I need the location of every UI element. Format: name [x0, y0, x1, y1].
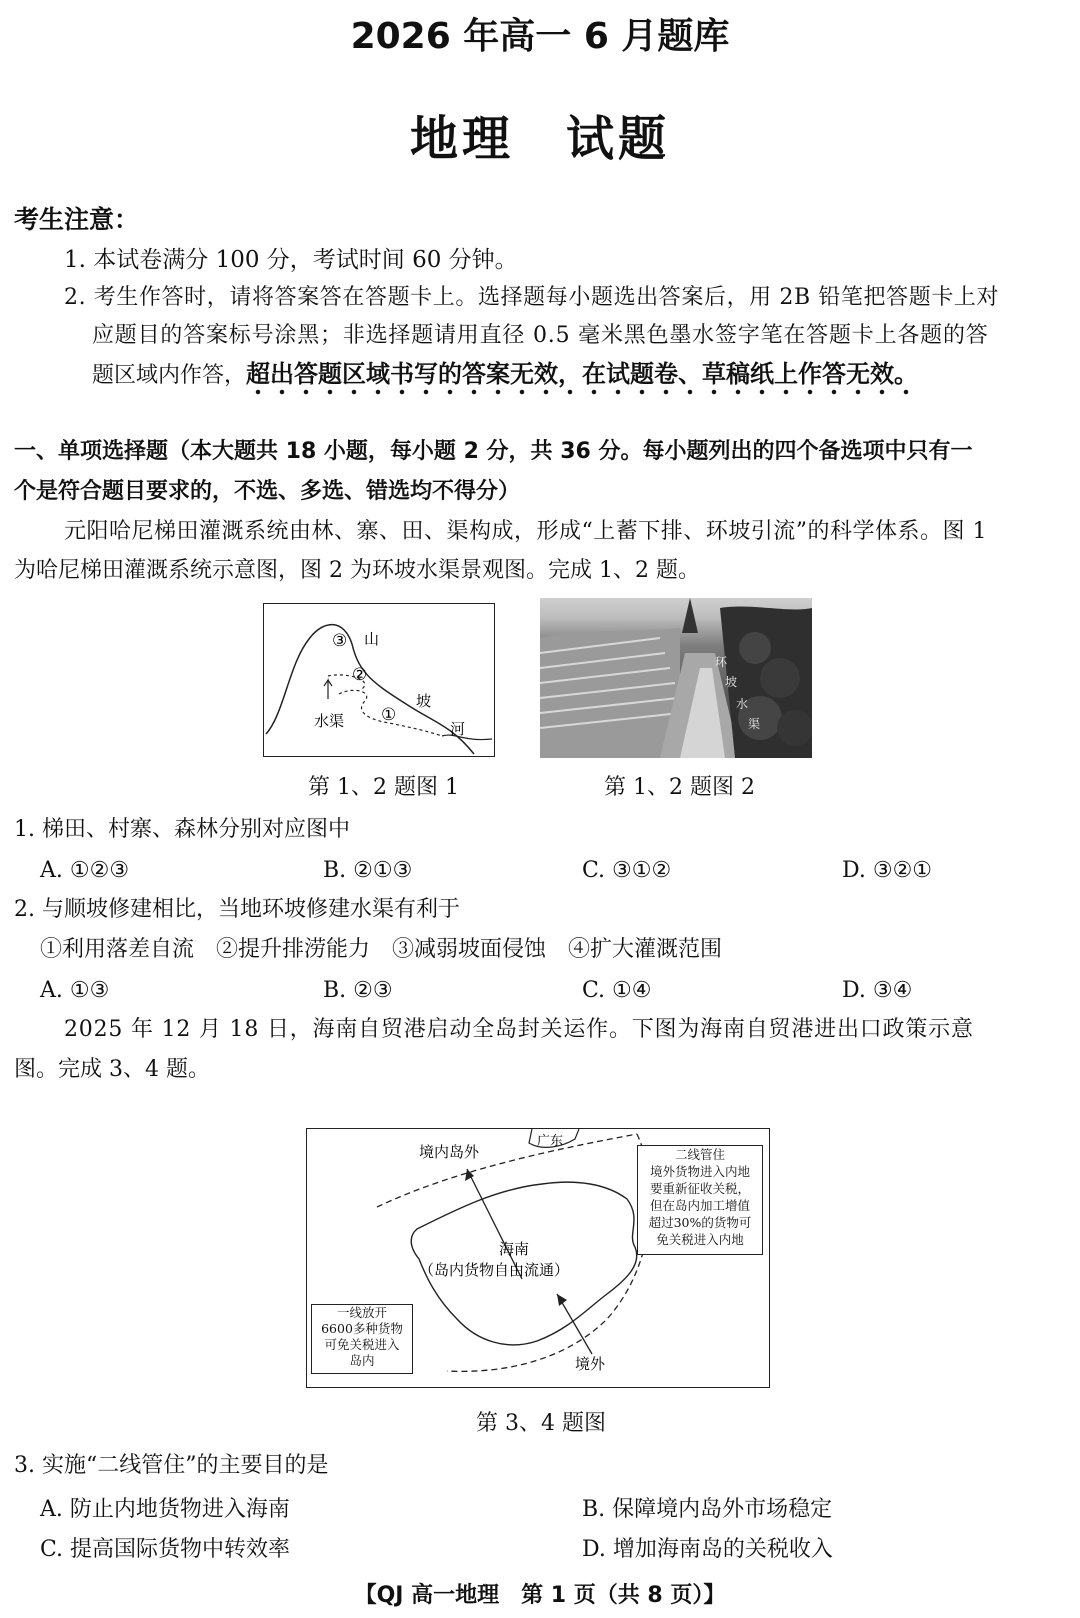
photo-label-4: 渠: [748, 717, 761, 731]
notice-item-2-line2: 应题目的答案标号涂黑；非选择题请用直径 0.5 毫米黑色墨水签字笔在答题卡上各题的答: [92, 323, 989, 348]
q1-option-c: C. ③①②: [582, 858, 672, 883]
label-inland-outside-island: 境内岛外: [419, 1143, 480, 1161]
canal-photo-svg: [540, 598, 812, 758]
notice-item-2-line1: 2. 考生作答时，请将答案答在答题卡上。选择题每小题选出答案后，用 2B 铅笔把答题卡上对: [64, 285, 1000, 310]
notice-heading: 考生注意：: [14, 205, 140, 234]
notice-item-2-line3-normal: 题区域内作答，: [92, 363, 247, 388]
figure-1-caption: 第 1、2 题图 1: [308, 775, 459, 800]
canal-arrow: [324, 680, 332, 699]
q3-option-d: D. 增加海南岛的关税收入: [582, 1537, 833, 1562]
label-c1: ①: [381, 705, 397, 725]
notice-item-1: 1. 本试卷满分 100 分，考试时间 60 分钟。: [64, 247, 518, 273]
label-shan: 山: [364, 630, 380, 648]
q3-option-a: A. 防止内地货物进入海南: [40, 1497, 290, 1522]
second-line-text-3: 但在岛内加工增值: [649, 1198, 750, 1213]
photo-label-2: 坡: [725, 675, 738, 689]
first-line-box: [311, 1304, 413, 1374]
q3-option-c: C. 提高国际货物中转效率: [40, 1537, 291, 1562]
photo-label-1: 环: [715, 655, 728, 669]
question-1-stem: 1. 梯田、村寨、森林分别对应图中: [14, 817, 350, 842]
label-hainan-free-flow: （岛内货物自由流通）: [419, 1261, 570, 1279]
passage-1-line1: 元阳哈尼梯田灌溉系统由林、寨、田、渠构成，形成“上蓄下排、环坡引流”的科学体系。图 1: [64, 519, 987, 544]
second-line-text-2: 要重新征收关税，: [649, 1181, 750, 1196]
q1-option-d: D. ③②①: [842, 858, 933, 883]
label-hainan: 海南: [499, 1240, 530, 1258]
section-1-header-line1: 一、单项选择题（本大题共 18 小题，每小题 2 分，共 36 分。每小题列出的四个备选项中只有一: [14, 439, 973, 464]
q1-option-b: B. ②①③: [323, 858, 413, 883]
q2-option-d: D. ③④: [842, 978, 913, 1003]
passage-2-line1: 2025 年 12 月 18 日，海南自贸港启动全岛封关运作。下图为海南自贸港进出口政策示意: [64, 1017, 974, 1042]
page-title: 2026 年高一 6 月题库: [350, 16, 730, 57]
label-shuiqu: 水渠: [314, 712, 345, 730]
q2-option-c: C. ①④: [582, 978, 652, 1003]
label-he: 河: [450, 720, 466, 738]
second-line-text-5: 免关税进入内地: [656, 1232, 744, 1247]
second-line-title: 二线管住: [674, 1147, 725, 1162]
figure-2-photo: [540, 598, 812, 758]
q1-option-a: A. ①②③: [40, 858, 130, 883]
figure-3-map: [306, 1128, 770, 1388]
notice-item-2-emphasis: 超出答题区域书写的答案无效，在试题卷、草稿纸上作答无效。: [246, 360, 918, 396]
label-po: 坡: [416, 692, 432, 710]
q3-option-b: B. 保障境内岛外市场稳定: [582, 1497, 833, 1522]
figure-2-caption: 第 1、2 题图 2: [604, 775, 755, 800]
second-line-text-4: 超过30%的货物可: [648, 1215, 752, 1230]
photo-label-3: 水: [736, 697, 749, 711]
notice-item-2-line3: [92, 354, 918, 396]
question-3-stem: 3. 实施“二线管住”的主要目的是: [14, 1453, 329, 1478]
figure-1-diagram: [263, 603, 495, 757]
figure-3-caption: 第 3、4 题图: [476, 1411, 606, 1436]
q2-option-b: B. ②③: [323, 978, 393, 1003]
first-line-title: 一线放开: [336, 1305, 387, 1320]
first-line-text-1: 6600多种货物: [321, 1321, 403, 1336]
section-1-header-line2: 个是符合题目要求的，不选、多选、错选均不得分）: [14, 479, 521, 504]
second-line-box: [637, 1145, 763, 1255]
page-subtitle: 地理 试题: [409, 111, 670, 167]
label-c2: ②: [352, 665, 368, 685]
label-abroad: 境外: [575, 1355, 606, 1373]
q2-option-a: A. ①③: [40, 978, 110, 1003]
terrace-diagram-svg: [264, 604, 494, 756]
label-guangdong: 广东: [537, 1134, 564, 1149]
question-2-stem: 2. 与顺坡修建相比，当地环坡修建水渠有利于: [14, 897, 460, 922]
first-line-text-3: 岛内: [349, 1353, 375, 1368]
passage-1-line2: 为哈尼梯田灌溉系统示意图，图 2 为环坡水渠景观图。完成 1、2 题。: [14, 558, 700, 583]
label-c3: ③: [332, 631, 348, 651]
first-line-text-2: 可免关税进入: [324, 1337, 400, 1352]
second-line-text-1: 境外货物进入内地: [649, 1164, 750, 1179]
question-2-items: ①利用落差自流 ②提升排涝能力 ③减弱坡面侵蚀 ④扩大灌溉范围: [40, 937, 723, 962]
page-footer: 【QJ 高一地理 第 1 页（共 8 页）】: [354, 1583, 726, 1608]
passage-2-line2: 图。完成 3、4 题。: [14, 1057, 210, 1082]
boundary-dashed-north: [377, 1134, 637, 1207]
